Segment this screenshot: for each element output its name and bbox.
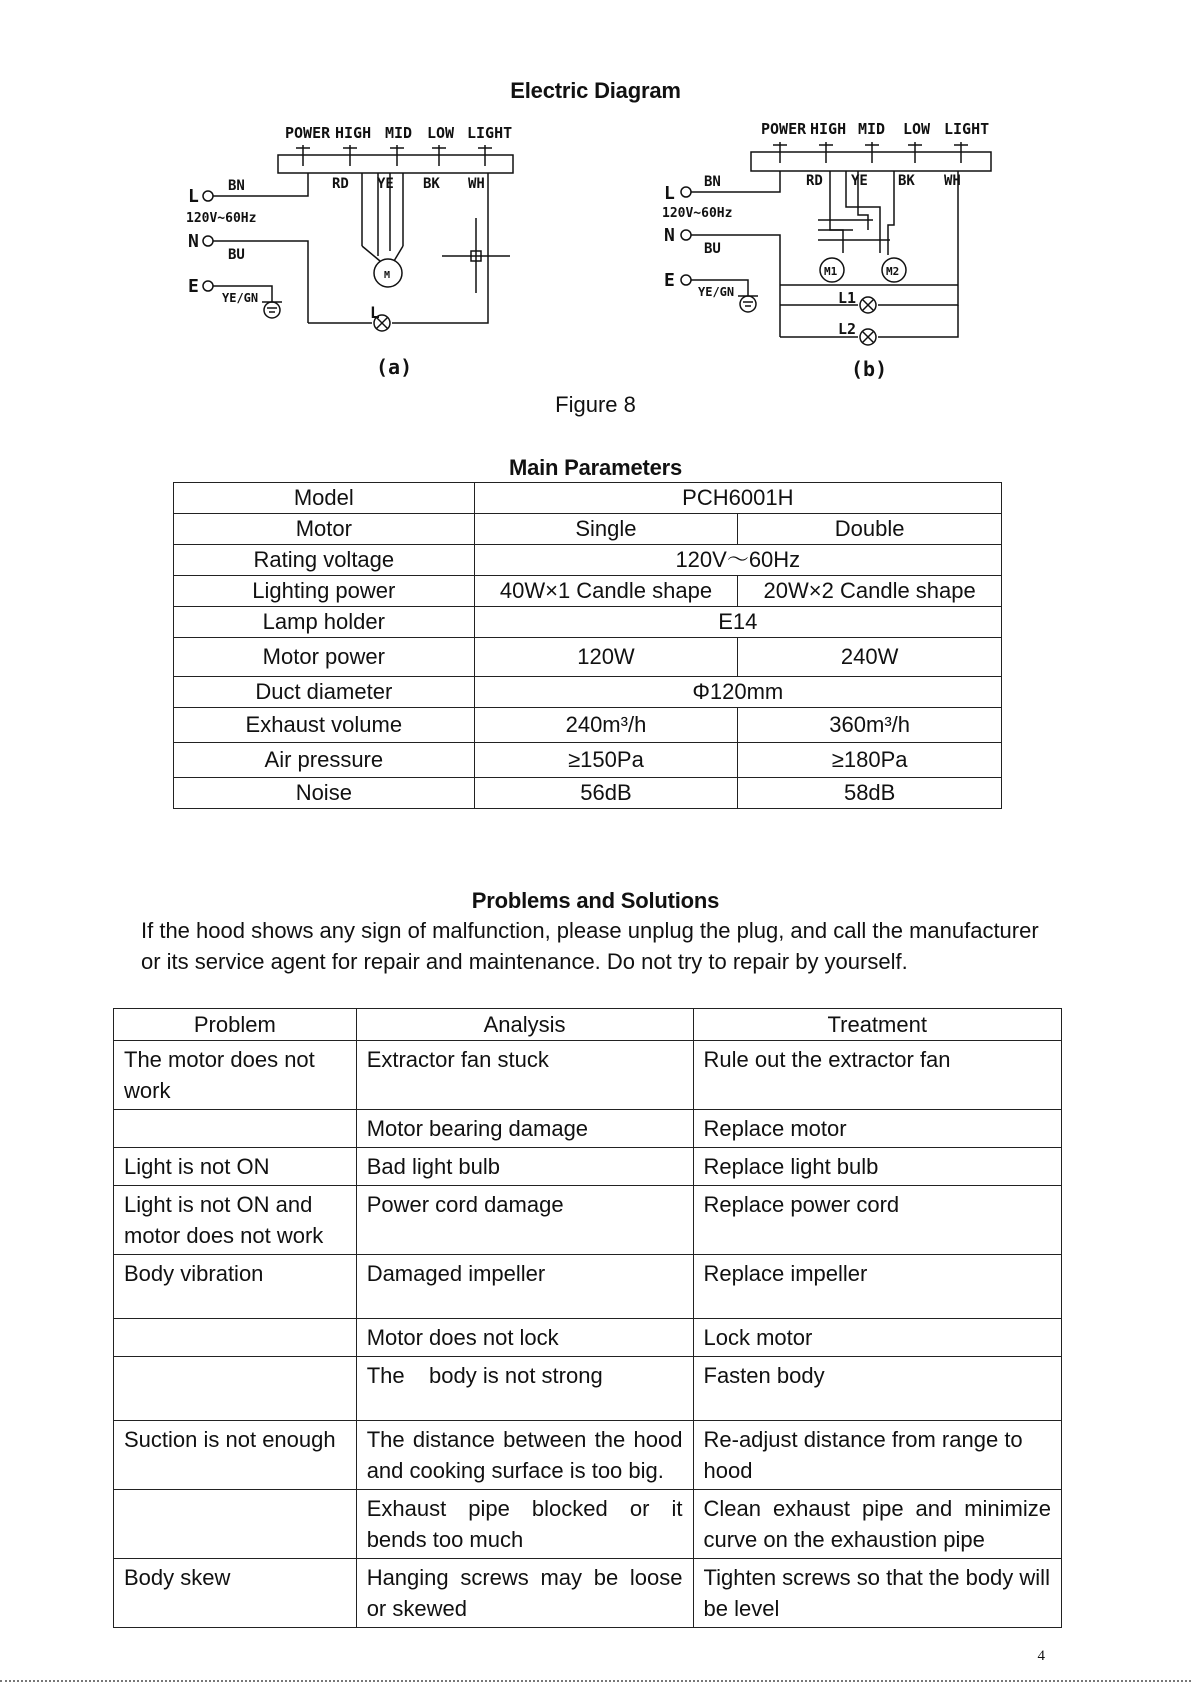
- analysis-cell: Hanging screws may be loose or skewed: [356, 1559, 693, 1628]
- table-row: [114, 1255, 1062, 1319]
- treatment-cell: Lock motor: [693, 1319, 1062, 1357]
- treatment-cell: Clean exhaust pipe and minimize curve on the exhaustion pipe: [693, 1490, 1062, 1559]
- wire-bk: BK: [898, 173, 915, 189]
- label-high: HIGH: [810, 120, 847, 138]
- treatment-cell: Fasten body: [693, 1357, 1062, 1421]
- header-problem: Problem: [114, 1009, 357, 1041]
- problem-cell: Light is not ON and motor does not work: [114, 1186, 357, 1255]
- motor-m2-label: M2: [886, 265, 900, 278]
- param-value: 120V～60Hz: [474, 545, 1001, 576]
- table-row: [114, 1041, 1062, 1110]
- problem-cell: [114, 1490, 357, 1559]
- problems-table: [113, 1008, 1062, 1628]
- header-analysis: Analysis: [356, 1009, 693, 1041]
- motor-label: M: [384, 270, 391, 281]
- table-row: [114, 1421, 1062, 1490]
- table-row: [114, 1148, 1062, 1186]
- wiring-diagram-a: [180, 118, 540, 388]
- param-label: Lighting power: [174, 576, 475, 607]
- param-value-double: 20W×2 Candle shape: [738, 576, 1002, 607]
- problem-cell: [114, 1357, 357, 1421]
- wire-bu: BU: [704, 241, 721, 257]
- label-high: HIGH: [335, 124, 372, 142]
- header-treatment: Treatment: [693, 1009, 1062, 1041]
- param-row-motor: [174, 514, 1002, 545]
- param-label: Air pressure: [174, 743, 475, 778]
- wire-yegn: YE/GN: [222, 291, 259, 305]
- treatment-cell: Replace motor: [693, 1110, 1062, 1148]
- label-low: LOW: [903, 120, 931, 138]
- param-row-noise: [174, 778, 1002, 809]
- lamp-label: L: [370, 303, 380, 322]
- wire-bk: BK: [423, 176, 440, 192]
- electric-diagram-title: Electric Diagram: [510, 78, 681, 103]
- param-row-model: [174, 483, 1002, 514]
- analysis-cell: Motor does not lock: [356, 1319, 693, 1357]
- problems-title: Problems and Solutions: [471, 888, 720, 913]
- wire-bu: BU: [228, 247, 245, 263]
- param-label: Motor power: [174, 638, 475, 677]
- param-value-double: Double: [738, 514, 1002, 545]
- param-value: Φ120mm: [474, 677, 1001, 708]
- bottom-divider: [0, 1680, 1191, 1682]
- wire-wh: WH: [468, 176, 485, 192]
- param-value-single: Single: [474, 514, 738, 545]
- wiring-diagram-b: [658, 115, 1008, 388]
- wire-ye: YE: [851, 173, 868, 189]
- param-value-single: 120W: [474, 638, 738, 677]
- analysis-cell: Power cord damage: [356, 1186, 693, 1255]
- lamp-l2-label: L2: [838, 320, 857, 338]
- label-light: LIGHT: [467, 124, 513, 142]
- param-value-double: 240W: [738, 638, 1002, 677]
- param-row-air: [174, 743, 1002, 778]
- param-value-single: 240m³/h: [474, 708, 738, 743]
- treatment-cell: Replace power cord: [693, 1186, 1062, 1255]
- param-value-double: 58dB: [738, 778, 1002, 809]
- treatment-cell: Replace light bulb: [693, 1148, 1062, 1186]
- table-row: [114, 1559, 1062, 1628]
- problem-cell: Body skew: [114, 1559, 357, 1628]
- wire-wh: WH: [944, 173, 961, 189]
- analysis-cell: Motor bearing damage: [356, 1110, 693, 1148]
- param-label: Rating voltage: [174, 545, 475, 576]
- intro-paragraph: If the hood shows any sign of malfunction, please unplug the plug, and call the manufacturer or its service agent for repair and maintenance. Do not try to repair by yourself.: [141, 918, 1039, 974]
- analysis-cell: The body is not strong: [356, 1357, 693, 1421]
- table-row: [114, 1186, 1062, 1255]
- motor-m1-label: M1: [824, 265, 838, 278]
- figure-caption: Figure 8: [555, 392, 636, 417]
- wire-yegn: YE/GN: [698, 285, 735, 299]
- wire-rd: RD: [806, 173, 823, 189]
- label-power: POWER: [761, 120, 807, 138]
- analysis-cell: The distance between the hood and cooking surface is too big.: [356, 1421, 693, 1490]
- lamp-l1-label: L1: [838, 289, 857, 307]
- caption-a: (a): [376, 355, 413, 379]
- param-row-motor-power: [174, 638, 1002, 677]
- problem-cell: The motor does not work: [114, 1041, 357, 1110]
- terminal-l: L: [664, 183, 675, 204]
- table-row: [114, 1319, 1062, 1357]
- wire-bn: BN: [704, 174, 721, 190]
- caption-b: (b): [851, 357, 888, 381]
- table-row: [114, 1110, 1062, 1148]
- param-value-single: ≥150Pa: [474, 743, 738, 778]
- param-label: Model: [174, 483, 475, 514]
- param-label: Exhaust volume: [174, 708, 475, 743]
- label-light: LIGHT: [944, 120, 990, 138]
- page-number: 4: [1037, 1648, 1045, 1664]
- terminal-l: L: [188, 186, 199, 207]
- label-power: POWER: [285, 124, 331, 142]
- param-value-single: 56dB: [474, 778, 738, 809]
- terminal-n: N: [188, 231, 199, 252]
- analysis-cell: Bad light bulb: [356, 1148, 693, 1186]
- wire-ye: YE: [377, 176, 394, 192]
- terminal-n: N: [664, 225, 675, 246]
- treatment-cell: Tighten screws so that the body will be level: [693, 1559, 1062, 1628]
- table-row: [114, 1357, 1062, 1421]
- main-parameters-title: Main Parameters: [508, 455, 683, 480]
- param-label: Lamp holder: [174, 607, 475, 638]
- param-value-double: 360m³/h: [738, 708, 1002, 743]
- treatment-cell: Re-adjust distance from range to hood: [693, 1421, 1062, 1490]
- param-value-double: ≥180Pa: [738, 743, 1002, 778]
- param-label: Noise: [174, 778, 475, 809]
- terminal-e: E: [664, 270, 675, 291]
- problem-cell: Suction is not enough: [114, 1421, 357, 1490]
- terminal-e: E: [188, 276, 199, 297]
- label-mid: MID: [858, 120, 886, 138]
- problem-cell: [114, 1319, 357, 1357]
- analysis-cell: Extractor fan stuck: [356, 1041, 693, 1110]
- param-value: PCH6001H: [474, 483, 1001, 514]
- param-value: E14: [474, 607, 1001, 638]
- problem-cell: Light is not ON: [114, 1148, 357, 1186]
- label-mid: MID: [385, 124, 413, 142]
- param-row-lamp: [174, 607, 1002, 638]
- param-row-lighting: [174, 576, 1002, 607]
- param-row-voltage: [174, 545, 1002, 576]
- parameters-table: [173, 482, 1002, 809]
- param-label: Motor: [174, 514, 475, 545]
- analysis-cell: Damaged impeller: [356, 1255, 693, 1319]
- analysis-cell: Exhaust pipe blocked or it bends too much: [356, 1490, 693, 1559]
- wire-bn: BN: [228, 178, 245, 194]
- voltage-label: 120V~60Hz: [186, 211, 257, 226]
- voltage-label: 120V~60Hz: [662, 206, 733, 221]
- problem-cell: Body vibration: [114, 1255, 357, 1319]
- table-row: [114, 1490, 1062, 1559]
- problems-header-row: [114, 1009, 1062, 1041]
- wire-rd: RD: [332, 176, 349, 192]
- label-low: LOW: [427, 124, 455, 142]
- treatment-cell: Rule out the extractor fan: [693, 1041, 1062, 1110]
- param-label: Duct diameter: [174, 677, 475, 708]
- param-value-single: 40W×1 Candle shape: [474, 576, 738, 607]
- param-row-duct: [174, 677, 1002, 708]
- treatment-cell: Replace impeller: [693, 1255, 1062, 1319]
- problem-cell: [114, 1110, 357, 1148]
- param-row-exhaust: [174, 708, 1002, 743]
